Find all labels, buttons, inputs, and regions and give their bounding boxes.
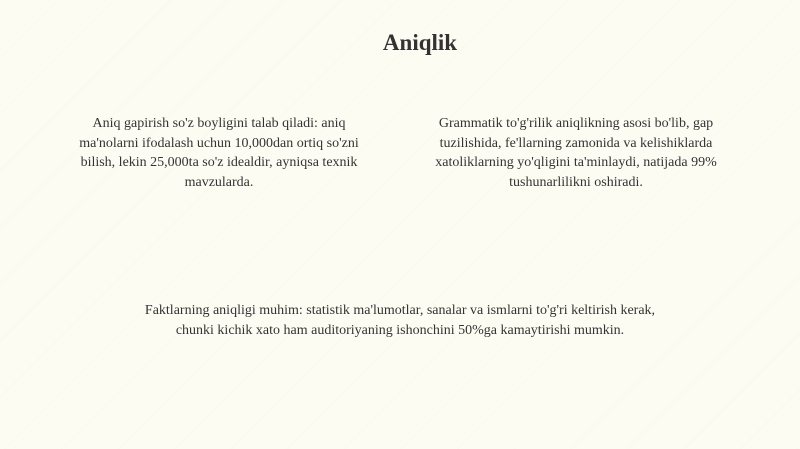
slide-title: Aniqlik (382, 30, 458, 55)
paragraph-facts: Faktlarning aniqligi muhim: statistik ma'lumotlar, sanalar va ismlarni to'g'ri keltirish kerak, chunki kichik xato ham auditoriyaning ishonchini 50%ga kamaytirishi mumkin. (144, 303, 656, 338)
paragraph-grammar: Grammatik to'g'rilik aniqlikning asosi bo'lib, gap tuzilishida, fe'llarning zamonida va kelishiklarda xatoliklarning yo'qligini ta'minlaydi, natijada 99% tushunarlilikni oshiradi. (435, 116, 717, 190)
paragraph-vocabulary: Aniq gapirish so'z boyligini talab qiladi: aniq ma'nolarni ifodalash uchun 10,000dan ortiq so'zni bilish, lekin 25,000ta so'z idealdir, ayniqsa texnik mavzularda. (79, 116, 359, 190)
